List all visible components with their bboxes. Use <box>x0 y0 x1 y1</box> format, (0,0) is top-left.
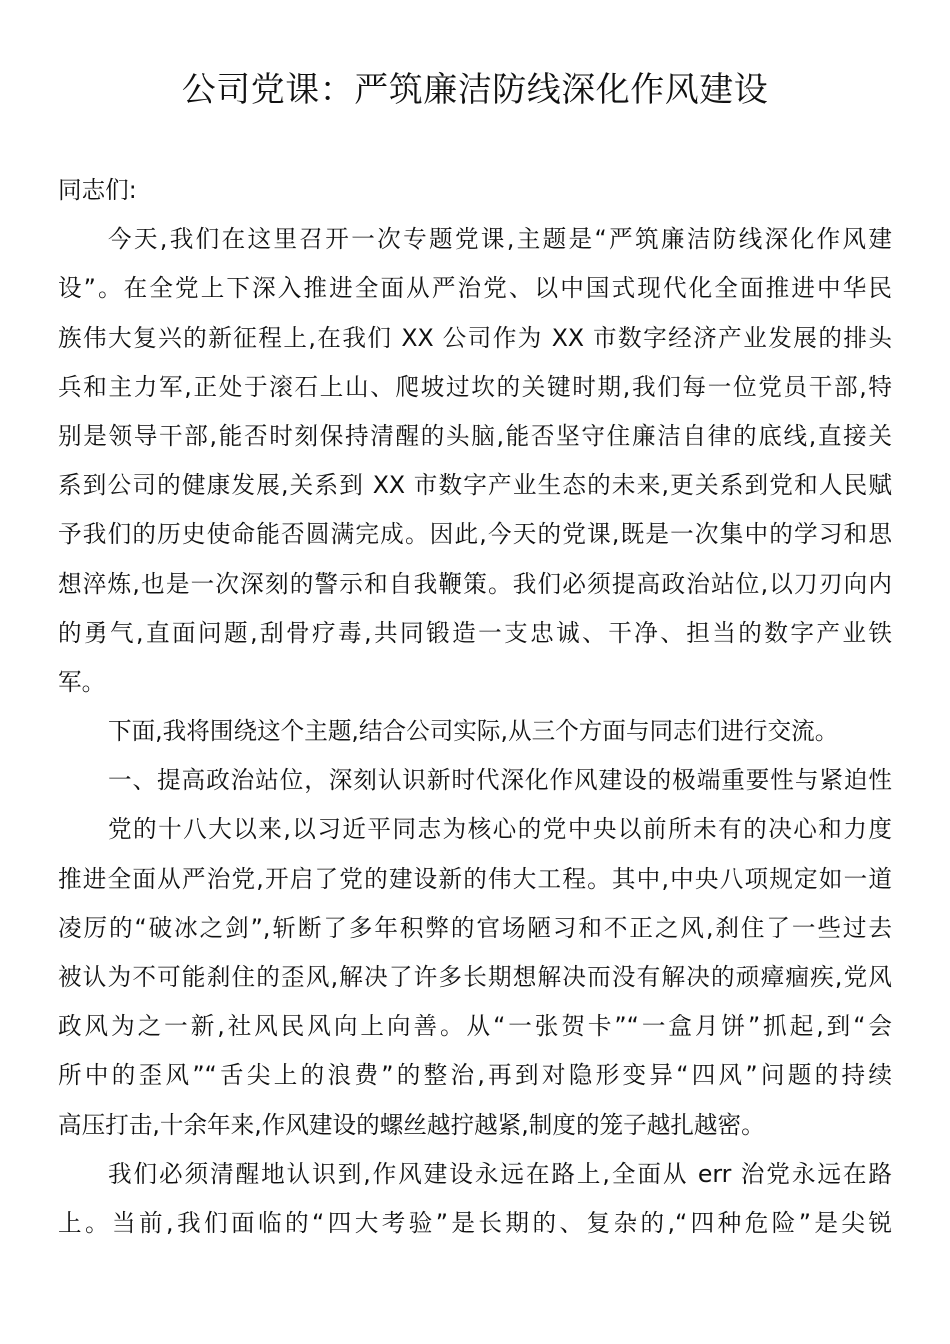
document-body <box>58 166 892 1248</box>
text-line: 上。当前,我们面临的“四大考验”是长期的、复杂的,“四种危险”是尖锐 <box>58 1208 892 1237</box>
text-line: 予我们的历史使命能否圆满完成。因此,今天的党课,既是一次集中的学习和思 <box>58 520 892 549</box>
text-line: 党的十八大以来,以习近平同志为核心的党中央以前所未有的决心和力度 <box>108 815 892 844</box>
text-line: 凌厉的“破冰之剑”,斩断了多年积弊的官场陋习和不正之风,刹住了一些过去 <box>58 913 892 942</box>
text-line: 兵和主力军,正处于滚石上山、爬坡过坎的关键时期,我们每一位党员干部,特 <box>58 372 892 401</box>
paragraph-history <box>58 805 892 1149</box>
paragraph-awareness <box>58 1150 892 1248</box>
section-heading-text: 一、提高政治站位，深刻认识新时代深化作风建设的极端重要性与紧迫性 <box>108 766 892 795</box>
text-line: 设”。在全党上下深入推进全面从严治党、以中国式现代化全面推进中华民 <box>58 274 892 303</box>
text-line: 下面,我将围绕这个主题,结合公司实际,从三个方面与同志们进行交流。 <box>108 717 839 746</box>
text-line: 想淬炼,也是一次深刻的警示和自我鞭策。我们必须提高政治站位,以刀刃向内 <box>58 569 892 598</box>
paragraph-intro <box>58 215 892 707</box>
document-title: 公司党课：严筑廉洁防线深化作风建设 <box>181 70 769 110</box>
salutation: 同志们: <box>58 176 137 204</box>
paragraph-outline <box>58 707 892 756</box>
text-line: 被认为不可能刹住的歪风,解决了许多长期想解决而没有解决的顽瘴痼疾,党风 <box>58 963 892 991</box>
text-line: 别是领导干部,能否时刻保持清醒的头脑,能否坚守住廉洁自律的底线,直接关 <box>58 421 892 450</box>
text-line: 推进全面从严治党,开启了党的建设新的伟大工程。其中,中央八项规定如一道 <box>58 864 892 893</box>
text-line: 今天,我们在这里召开一次专题党课,主题是“严筑廉洁防线深化作风建 <box>108 225 892 254</box>
text-line: 所中的歪风”“舌尖上的浪费”的整治,再到对隐形变异“四风”问题的持续 <box>58 1061 892 1090</box>
text-line: 政风为之一新,社风民风向上向善。从“一张贺卡”“一盒月饼”抓起,到“会 <box>58 1012 892 1041</box>
text-line: 系到公司的健康发展,关系到 XX 市数字产业生态的未来,更关系到党和人民赋 <box>58 471 892 500</box>
text-line: 族伟大复兴的新征程上,在我们 XX 公司作为 XX 市数字经济产业发展的排头 <box>58 323 892 352</box>
text-line: 军。 <box>58 667 106 696</box>
section-heading-1 <box>58 756 892 805</box>
text-line: 我们必须清醒地认识到,作风建设永远在路上,全面从 err 治党永远在路 <box>108 1159 892 1188</box>
text-line: 的勇气,直面问题,刮骨疗毒,共同锻造一支忠诚、干净、担当的数字产业铁 <box>58 618 892 647</box>
text-line: 高压打击,十余年来,作风建设的螺丝越拧越紧,制度的笼子越扎越密。 <box>58 1110 765 1139</box>
